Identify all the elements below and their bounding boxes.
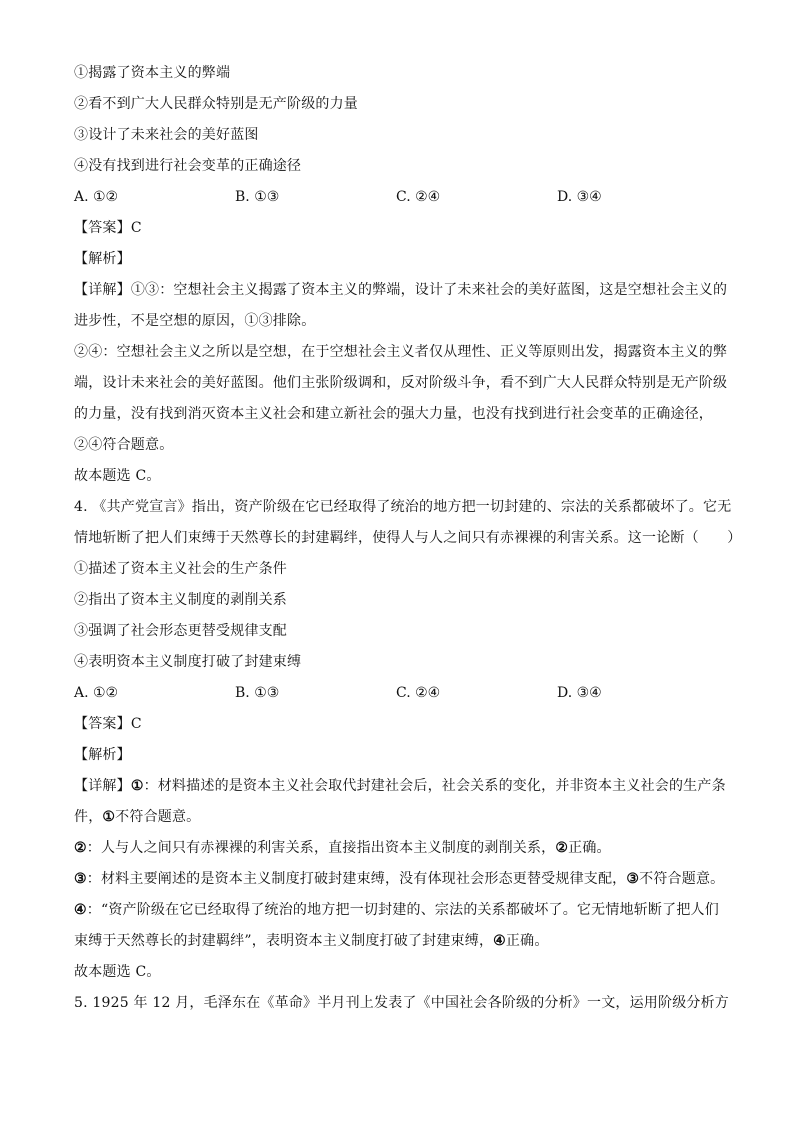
q4-option-c: C. ②④ <box>396 685 441 701</box>
q4-detail-line-1 <box>74 771 726 802</box>
q3-option-b: B. ①③ <box>235 189 280 205</box>
q3-option-c: C. ②④ <box>396 189 441 205</box>
q4-option-b: B. ①③ <box>235 685 280 701</box>
q3-detail-line-4: 端，设计未来社会的美好蓝图。他们主张阶级调和，反对阶级斗争，看不到广大人民群众特别是无产阶级 <box>74 375 728 391</box>
q3-item-1: ①揭露了资本主义的弊端 <box>74 65 231 81</box>
q3-item-2: ②看不到广大人民群众特别是无产阶级的力量 <box>74 96 358 112</box>
q3-answer-value: C <box>130 220 142 236</box>
q4-detail-mark-4b: ③ <box>626 871 640 887</box>
q3-detail-line-1 <box>74 275 726 306</box>
q4-detail-mark-1: ① <box>130 778 144 794</box>
q4-item-3: ③强调了社会形态更替受规律支配 <box>74 623 287 639</box>
q3-detail-line-5: 的力量，没有找到消灭资本主义社会和建立新社会的强大力量，也没有找到进行社会变革的正确途径， <box>74 406 713 422</box>
q4-detail-mark-3: ② <box>74 840 87 856</box>
q4-analysis-tag: 【解析】 <box>74 747 131 763</box>
q4-detail-text-3b: 正确。 <box>568 840 611 856</box>
q4-item-1: ①描述了资本主义社会的生产条件 <box>74 561 287 577</box>
q4-answer-tag: 【答案】 <box>74 716 131 732</box>
q4-stem-line-1: 4. 《共产党宣言》指出，资产阶级在它已经取得了统治的地方把一切封建的、宗法的关系都破坏了。它无 <box>74 499 732 515</box>
q4-stem-line-2: 情地斩断了把人们束缚于天然尊长的封建羁绊，使得人与人之间只有赤裸裸的利害关系。这一论断（ ） <box>74 530 742 546</box>
q3-detail-text-1: ①③：空想社会主义揭露了资本主义的弊端，设计了未来社会的美好蓝图，这是空想社会主义的 <box>130 282 728 298</box>
q4-detail-mark-2: ① <box>102 809 116 825</box>
q4-detail-text-4b: 不符合题意。 <box>639 871 725 887</box>
q4-conclusion: 故本题选 C。 <box>74 964 161 980</box>
q4-detail-text-5: ：“资产阶级在它已经取得了统治的地方把一切封建的、宗法的关系都破坏了。它无情地斩断了把人们 <box>86 902 719 918</box>
q3-detail-tag: 【详解】 <box>74 282 131 298</box>
q5-stem-line-1: 5. 1925 年 12 月，毛泽东在《革命》半月刊上发表了《中国社会各阶级的分析》一文，运用阶级分析方 <box>74 995 729 1011</box>
q3-item-3: ③设计了未来社会的美好蓝图 <box>74 127 259 143</box>
q4-detail-line-4 <box>74 864 726 895</box>
q4-option-a: A. ①② <box>74 685 119 701</box>
q4-detail-text-6: 束缚于天然尊长的封建羁绊”，表明资本主义制度打破了封建束缚， <box>74 933 494 949</box>
q4-detail-text-3: ：人与人之间只有赤裸裸的利害关系，直接指出资本主义制度的剥削关系， <box>86 840 556 856</box>
q4-detail-line-5 <box>74 895 726 926</box>
q4-answer-value: C <box>130 716 142 732</box>
q4-detail-tag: 【详解】 <box>74 778 131 794</box>
q4-detail-text-2b: 不符合题意。 <box>115 809 201 825</box>
q3-options <box>74 182 726 213</box>
q4-detail-mark-5: ④ <box>74 902 87 918</box>
q4-detail-text-4: ：材料主要阐述的是资本主义制度打破封建束缚，没有体现社会形态更替受规律支配， <box>86 871 627 887</box>
q3-answer-tag: 【答案】 <box>74 220 131 236</box>
q3-item-4: ④没有找到进行社会变革的正确途径 <box>74 158 302 174</box>
q4-detail-text-6b: 正确。 <box>505 933 549 949</box>
q4-answer <box>74 709 726 740</box>
q4-detail-line-3 <box>74 833 726 864</box>
q4-detail-mark-4: ③ <box>74 871 87 887</box>
q3-option-a: A. ①② <box>74 189 119 205</box>
q4-detail-line-2 <box>74 802 726 833</box>
q4-detail-text-2: 件， <box>74 809 103 825</box>
q4-detail-mark-6: ④ <box>493 933 506 949</box>
q4-detail-line-6 <box>74 926 726 957</box>
document-page <box>74 58 742 1019</box>
q4-item-2: ②指出了资本主义制度的剥削关系 <box>74 592 287 608</box>
q3-conclusion: 故本题选 C。 <box>74 468 161 484</box>
q3-detail-line-6: ②④符合题意。 <box>74 437 174 453</box>
q3-detail-line-2: 进步性，不是空想的原因，①③排除。 <box>74 313 316 329</box>
q4-options <box>74 678 726 709</box>
q3-analysis-tag: 【解析】 <box>74 251 131 267</box>
q4-detail-mark-3b: ② <box>555 840 569 856</box>
q3-option-d: D. ③④ <box>557 189 602 205</box>
q4-item-4: ④表明资本主义制度打破了封建束缚 <box>74 654 302 670</box>
q4-detail-text-1: ：材料描述的是资本主义社会取代封建社会后，社会关系的变化，并非资本主义社会的生产条 <box>143 778 726 794</box>
q4-option-d: D. ③④ <box>557 685 602 701</box>
q3-answer <box>74 213 726 244</box>
q3-detail-line-3: ②④：空想社会主义之所以是空想，在于空想社会主义者仅从理性、正义等原则出发，揭露资本主义的弊 <box>74 344 728 360</box>
